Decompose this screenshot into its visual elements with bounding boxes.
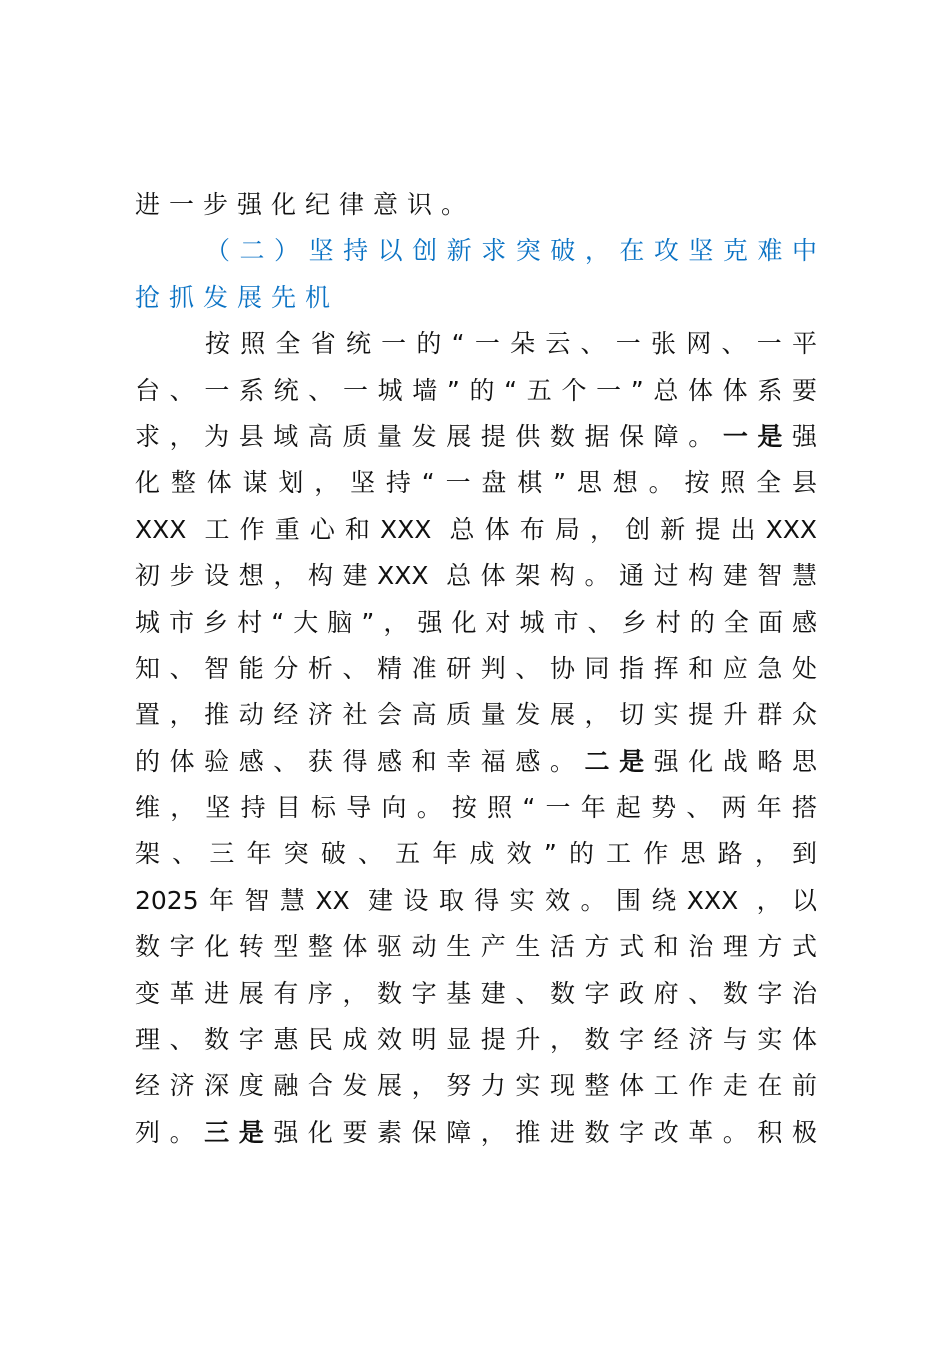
paragraph-line: XXX 工作重心和XXX 总体布局，创新提出XXX: [135, 514, 817, 544]
paragraph-line: 按照全省统一的“一朵云、一张网、一平: [205, 329, 817, 359]
paragraph-line: 进一步强化纪律意识。: [135, 190, 476, 219]
line-text: 求，为县域高质量发展提供数据保障。: [135, 421, 723, 451]
paragraph-line: 置，推动经济社会高质量发展，切实提升群众: [135, 700, 817, 730]
line-text: 强: [791, 421, 817, 451]
paragraph-line: 变革进展有序，数字基建、数字政府、数字治: [135, 978, 817, 1008]
paragraph-line: 知、智能分析、精准研判、协同指挥和应急处: [135, 653, 817, 683]
paragraph-line: [135, 414, 817, 460]
paragraph-line: [135, 1110, 817, 1156]
section-heading-line-2: 抢抓发展先机: [135, 282, 340, 312]
paragraph-line: 经济深度融合发展，努力实现整体工作走在前: [135, 1071, 817, 1101]
paragraph-line: 2025年智慧XX 建设取得实效。围绕XXX ，以: [135, 885, 817, 915]
paragraph-line: 化整体谋划，坚持“一盘棋”思想。按照全县: [135, 468, 817, 498]
section-heading-line-1: （二）坚持以创新求突破，在攻坚克难中: [205, 236, 817, 266]
paragraph-line: 架、三年突破、五年成效”的工作思路，到: [135, 839, 817, 869]
paragraph-line: 初步设想，构建XXX 总体架构。通过构建智慧: [135, 561, 817, 591]
line-text: 强化战略思: [653, 746, 817, 776]
bold-marker-first: 一是: [722, 421, 792, 451]
paragraph-line: 城市乡村“大脑”，强化对城市、乡村的全面感: [135, 607, 817, 637]
paragraph-line: 理、数字惠民成效明显提升，数字经济与实体: [135, 1025, 817, 1055]
line-text: 列。: [135, 1117, 205, 1147]
paragraph-line: [135, 739, 817, 785]
paragraph-line: 数字化转型整体驱动生产生活方式和治理方式: [135, 932, 817, 962]
bold-marker-second: 二是: [584, 746, 654, 776]
paragraph-line: 维，坚持目标导向。按照“一年起势、两年搭: [135, 793, 817, 823]
bold-marker-third: 三是: [204, 1117, 274, 1147]
line-text: 的体验感、获得感和幸福感。: [135, 746, 585, 776]
document-body: [135, 182, 817, 1156]
line-text: 强化要素保障，推进数字改革。积极: [273, 1117, 817, 1147]
paragraph-line: 台、一系统、一城墙”的“五个一”总体体系要: [135, 375, 817, 405]
